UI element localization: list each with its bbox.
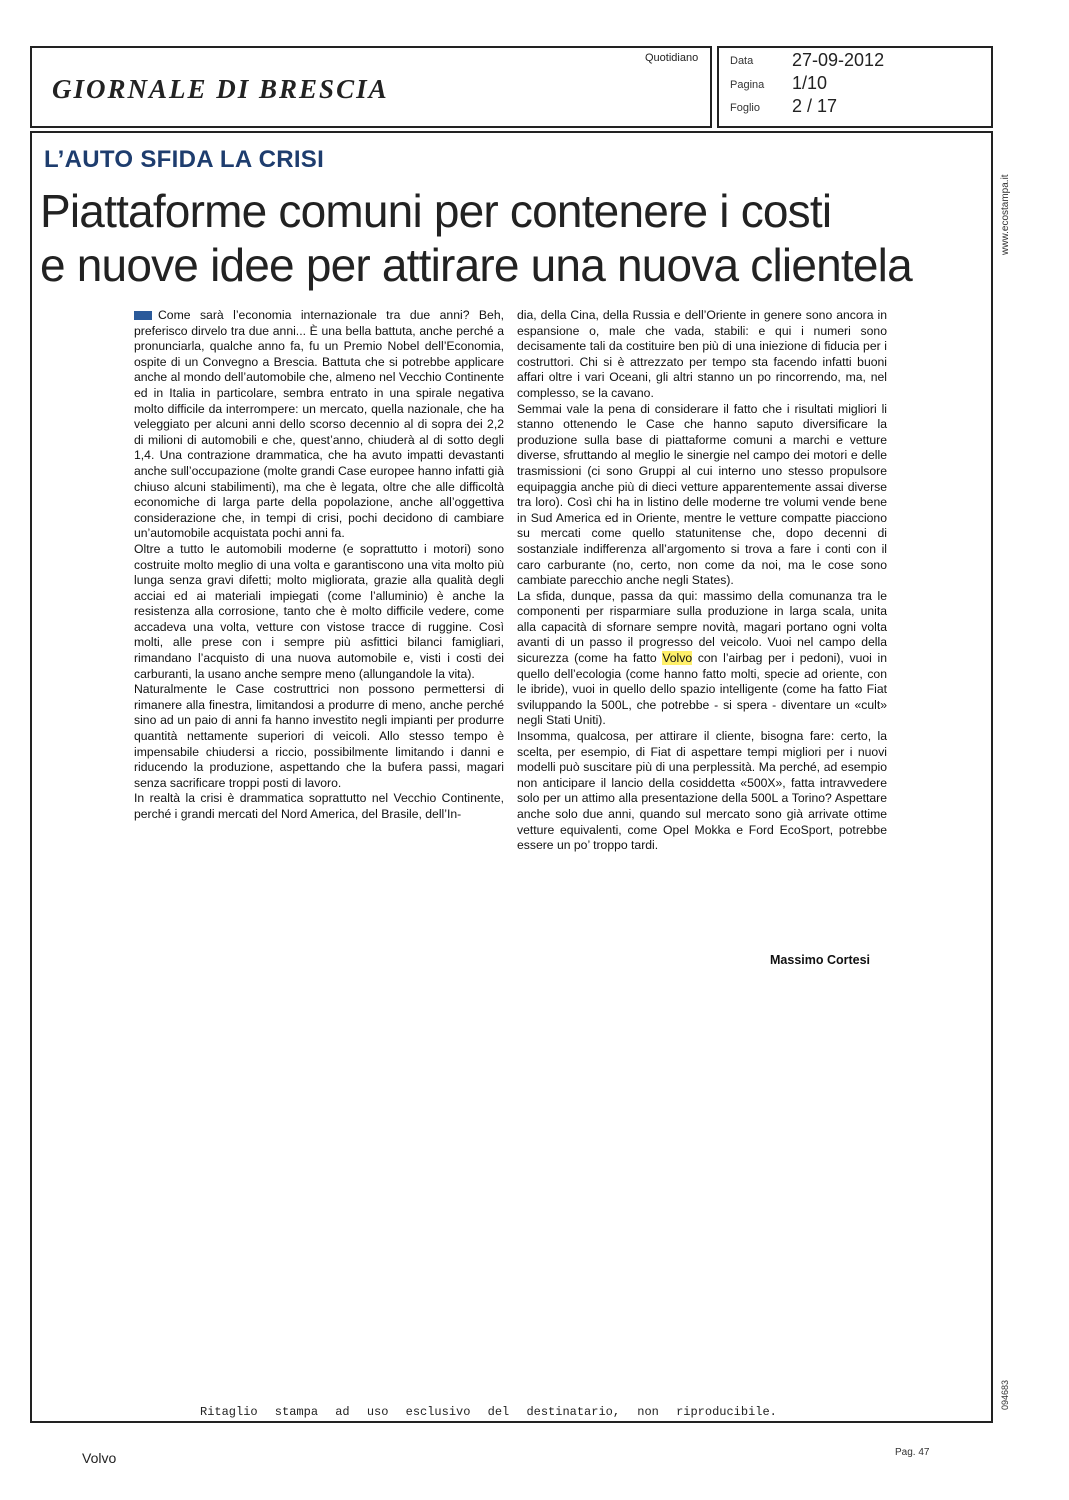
meta-value-date: 27-09-2012: [792, 50, 885, 70]
paragraph: Semmai vale la pena di considerare il fatto che i risultati migliori li stanno ottenendo le Case che hanno saputo diversificare la produzione sulla base di piattaforme comuni a marchi e vetture diverse, sfruttando al meglio le sinergie nel campo dei motori e delle trasmissioni (ci sono Gruppi al cui interno uno stesso propulsore equipaggia anche più di dieci vetture apparentemente assai diverse tra loro). Così chi ha in listino delle moderne tre volumi vende bene in Sud America ed in Oriente, mentre le vetture compatte piacciono su mercati come quello statunitense che, dopo decenni di sostanziale indifferenza all’argomento si trova a fare i conti con il caro carburante (no, certo, non come da noi, ma le cose sono cambiate parecchio anche negli States).: [517, 401, 887, 588]
paragraph-text: La sfida, dunque, passa da qui: massimo della comunanza tra le componenti per risparmiare sulla produzione in larga scala, unita alla capacità di sfornare sempre novità, magari portano ogni volta avanti di un passo il progresso del veicolo. Vuoi nel campo della sicurezza (come ha fatto: [517, 588, 887, 666]
paragraph: Naturalmente le Case costruttrici non possono permettersi di rimanere alla finestra, limitandosi a produrre di meno, anche perché sino ad un paio di anni fa hanno investito negli impianti per produrre quantità nettamente superiori di veicoli. Allo stesso tempo è impensabile chiudersi a riccio, possibilmente limitando i danni e riducendo la produzione, aspettando che la bufera passi, magari senza sacrificare troppi posti di lavoro.: [134, 682, 504, 790]
disclaimer: Ritaglio stampa ad uso esclusivo del destinatario, non riproducibile.: [200, 1405, 777, 1419]
article-headline: [40, 184, 912, 292]
paragraph: Insomma, qualcosa, per attirare il cliente, bisogna fare: certo, la scelta, per esempio, di Fiat di aspettare tempi migliori per i nuovi modelli può suscitare più di una perplessità. Ma perché, ad esempio non anticipare il lancio della cosiddetta «500X», fatta intravvedere solo per un attimo alla presentazione della 500L a Torino? Aspettare anche solo due anni, quando sul mercato sono già arrivate ottime vetture equivalenti, come Opel Mokka e Ford EcoSport, potrebbe essere un po’ troppo tardi.: [517, 729, 887, 853]
paragraph: dia, della Cina, della Russia e dell’Oriente in genere sono ancora in espansione o, male che vada, stabili: e qui i numeri sono decisamente tali da costituire ben più di una iniezione di fiducia per i costruttori. Chi si è attrezzato per tempo sta facendo infatti buoni affari oltre i vari Oceani, gli altri stanno un po rincorrendo, ma, nel complesso, se la cavano.: [517, 308, 887, 400]
meta-label-page: Pagina: [730, 79, 765, 91]
newspaper-name: GIORNALE DI BRESCIA: [52, 74, 389, 104]
paragraph-text: con l’airbag per i pedoni), vuoi in quello dell’ecologia (come hanno fatto molti, specie ad oriente, con le ibride), vuoi in quello dello spazio intelligente (come ha fatto Fiat sviluppando la 500L, che potrebbe - si spera - diventare un «cult» negli Stati Uniti).: [517, 651, 888, 728]
meta-value-page: 1/10: [792, 73, 828, 93]
footer-keyword: Volvo: [82, 1450, 117, 1466]
headline-line-2: e nuove idee per attirare una nuova clientela: [40, 239, 912, 291]
article-kicker: L’AUTO SFIDA LA CRISI: [44, 146, 325, 173]
paragraph: Oltre a tutto le automobili moderne (e soprattutto i motori) sono costruite molto meglio di una volta e garantiscono una vita molto più lunga senza gravi difetti; molto migliorata, grazie alla qualità degli acciai ed ai materiali impiegati (come l’alluminio) è anche la resistenza alla corrosione, tanto che è molto difficile vedere, come accadeva una volta, vetture con vistose tracce di ruggine. Così molti, alle prese con i sempre più asfittici bilanci famigliari, rimandano l’acquisto di una nuova automobile e, visti i costi dei carburanti, la usano anche sempre meno (allungandole la vita).: [134, 541, 504, 681]
meta-value-sheet: 2 / 17: [792, 96, 838, 116]
article-column-2: [517, 308, 887, 854]
highlighted-keyword: Volvo: [662, 651, 693, 666]
section-bullet-icon: [134, 311, 152, 320]
paragraph: [517, 589, 887, 729]
paragraph-text: Come sarà l’economia internazionale tra due anni? Beh, preferisco dirvelo tra due anni... È una bella battuta, anche perché a pronunciarla, qualche anno fa, fu un Premio Nobel dell’Economia, ospite di un Convegno a Brescia. Battuta che si potrebbe applicare anche al mondo dell’automobile che, almeno nel Vecchio Continente ed in Italia in particolare, sembra entrato in una spirale negativa molto difficile da interrompere: un mercato, quella nazionale, che ha veleggiato per alcuni anni dello scorso decennio al di sopra dei 2,2 di milioni di automobili e che, quest’anno, chiuderà al di sotto degli 1,4. Una contrazione drammatica, che ha avuto impatti devastanti anche sull’occupazione (molte grandi Case europee hanno infatti già chiuso alcuni stabilimenti), ma che è legata, oltre che alle difficoltà economiche di larga parte della popolazione, anche all’oggettiva considerazione che, in tempi di crisi, pochi decidono di cambiare un’automobile acquistata pochi anni fa.: [134, 308, 504, 541]
article-column-1: [134, 308, 504, 823]
author-signature: Massimo Cortesi: [770, 953, 871, 967]
meta-label-sheet: Foglio: [730, 102, 760, 114]
publication-type: Quotidiano: [645, 52, 699, 64]
meta-label-date: Data: [730, 55, 754, 67]
page-number: Pag. 47: [895, 1447, 930, 1458]
paragraph: [134, 308, 504, 542]
side-url: [1000, 145, 1014, 255]
side-url-text: www.ecostampa.it: [1000, 174, 1011, 255]
paragraph: In realtà la crisi è drammatica soprattutto nel Vecchio Continente, perché i grandi mercati del Nord America, del Brasile, dell’In-: [134, 791, 504, 821]
headline-line-1: Piattaforme comuni per contenere i costi: [40, 185, 832, 237]
side-code-text: 094683: [1000, 1379, 1010, 1410]
